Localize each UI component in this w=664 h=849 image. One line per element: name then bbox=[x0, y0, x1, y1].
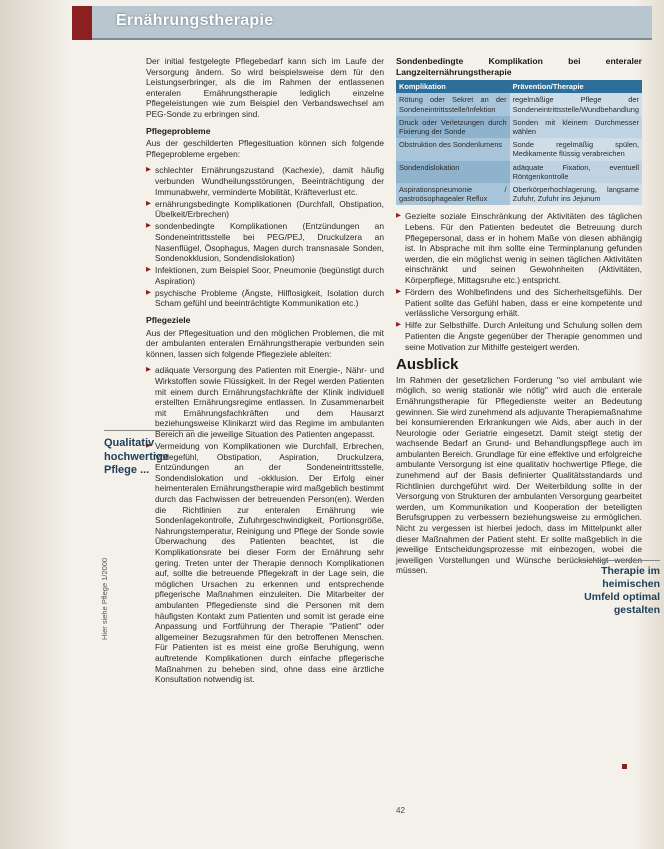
problems-list bbox=[146, 165, 384, 309]
header-accent-bar bbox=[72, 6, 92, 40]
section-heading-ausblick: Ausblick bbox=[396, 356, 459, 374]
list-item: ▶ Gezielte soziale Einschränkung der Aktivitäten des täglichen Lebens. Für den Patienten bedeutet die Betreuung durch Pflegepersonal, dass er in hohem Maße von diesen abhängig ist. In Absprache mit ihm sollte eine Terminplanung gefunden werden, die ein möglichst wenig in seinen täglichen Aktivitäten einschränkt und seinen Gewohnheiten (Aktivitäten, Körperpflege, Mittagsruhe etc.) entspricht. bbox=[396, 211, 642, 285]
list-item: ▶ schlechter Ernährungszustand (Kachexie), damit häufig verbunden Wundheilungsstörungen, Beeinträchtigung der Immunabwehr, verminderte Mobilität, Kräfteverlust etc. bbox=[146, 165, 384, 197]
table-title: Sondenbedingte Komplikation bei enteraler Langzeiternährungstherapie bbox=[396, 56, 642, 77]
table-row bbox=[396, 116, 642, 138]
list-item: ▶ psychische Probleme (Ängste, Hilflosigkeit, Isolation durch Scham gefühl und beeinträchtigte Kommunikation etc.) bbox=[146, 288, 384, 309]
list-item: ▶ Infektionen, zum Beispiel Soor, Pneumonie (begünstigt durch Aspiration) bbox=[146, 265, 384, 286]
right-bullets-list bbox=[396, 211, 642, 352]
table-header-cell: Komplikation bbox=[396, 80, 510, 93]
section-heading-goals: Pflegeziele bbox=[146, 315, 191, 326]
page-header-title: Ernährungstherapie bbox=[116, 12, 274, 29]
list-item: ▶ adäquate Versorgung des Patienten mit Energie-, Nähr- und Wirkstoffen sowie Flüssigkeit. In der Regel werden Patienten mit einem durch Ernährungsfachkräfte der Klinik individuell erstellten Ernährungsregime entlassen. In Zusammenarbeit mit Ernährungsfachkräften und dem Hausarzt beziehungsweise Klinikarzt wird das Regime im ambulanten Bereich an die jeweilige Situation des Patienten angepasst. bbox=[146, 365, 384, 439]
table-cell: Sonden mit kleinem Durchmesser wählen bbox=[510, 116, 642, 138]
right-column bbox=[396, 56, 642, 582]
table-cell: Obstruktion des Sondenlumens bbox=[396, 138, 510, 160]
page-number: 42 bbox=[396, 806, 405, 815]
table-row bbox=[396, 93, 642, 115]
table-cell: adäquate Fixation, eventuell Röntgenkontrolle bbox=[510, 161, 642, 183]
table-cell: Oberkörperhochlagerung, langsame Zufuhr, Zufuhr ins Jejunum bbox=[510, 183, 642, 205]
goals-list bbox=[146, 365, 384, 684]
table-row bbox=[396, 138, 642, 160]
article-end-marker bbox=[622, 764, 627, 769]
pull-quote-right: Therapie im heimischen Umfeld optimal gestalten bbox=[580, 560, 660, 617]
table-cell: Druck oder Verletzungen durch Fixierung der Sonde bbox=[396, 116, 510, 138]
list-item: ▶ Hilfe zur Selbsthilfe. Durch Anleitung und Schulung sollen dem Patienten die Ängste gegenüber der Therapie genommen und seine Motivation zur Mithilfe gesteigert werden. bbox=[396, 320, 642, 352]
list-item: ▶ Vermeidung von Komplikationen wie Durchfall, Erbrechen, Völlegefühl, Obstipation, Aspiration, Druckulzera, Entzündungen an der Sondeneintrittsstelle, Sondendislokation und -okklusion. Der Erfolg einer heimenteralen Ernährungstherapie wird maßgeblich bestimmt durch das Fachwissen der betreuenden Person(en). Werden die Richtlinien zur enteralen Ernährung wie Sondenlagekontrolle, Zufuhrgeschwindigkeit, Portionsgröße, Nahrungstemperatur, Reinigung und Pflege der Sonde sowie Überwachung des Patienten beachtet, ist die Komplikationsrate bei dieser Form der Ernährung sehr gering. Treten unter der Therapie dennoch Komplikationen auf, sollte die betreuende Pflegekraft in der Lage sein, die möglichen Ursachen zu erkennen und entsprechende pflegerische Maßnahmen einzuleiten. Die Mitarbeiter der ambulanten Pflegedienste sind die Personen mit dem häufigsten Kontakt zum Patienten und somit ist gerade eine Anpassung und Fortführung der Therapie "Patient" oder allgemeiner Bezugsrahmen für den betroffenen Menschen. Für Patienten ist es meist eine große Beruhigung, wenn auftretende Komplikationen durch einfache pflegerische Maßnahmen zu beheben sind, ohne dass eine ärztliche Konsultation notwendig ist. bbox=[146, 441, 384, 685]
section-heading-problems: Pflegeprobleme bbox=[146, 125, 211, 136]
table-cell: Sondendislokation bbox=[396, 161, 510, 183]
goals-intro: Aus der Pflegesituation und den möglichen Problemen, die mit der ambulanten enteralen Ernährungstherapie verbunden sein können, lassen sich folgende Pflegeziele ableiten: bbox=[146, 327, 384, 359]
pull-quote-left: Qualitativ hochwertige Pflege ... bbox=[104, 430, 194, 478]
list-item: ▶ sondenbedingte Komplikationen (Entzündungen an Sondeneintrittsstelle bei PEG/PEJ, Druckulzera an Nasenflügel, Ösophagus, Magen durch transnasale Sonden, Sondenokklusion, Sondendislokation) bbox=[146, 221, 384, 263]
table-cell: Rötung oder Sekret an der Sondeneintrittsstelle/Infektion bbox=[396, 93, 510, 115]
table-header-cell: Prävention/Therapie bbox=[510, 80, 642, 93]
intro-paragraph: Der initial festgelegte Pflegebedarf kann sich im Laufe der Versorgung ändern. So wird beispielsweise dem für den Leistungserbringer, als die im Rahmen der entlassenen enteralen Ernährungstherapie lediglich einzelne Pflegeleistungen wie zum Beispiel den Verbandswechsel am PEG-Sonde zu erbringen sind. bbox=[146, 56, 384, 119]
table-row bbox=[396, 183, 642, 205]
table-cell: Aspirationspneumonie / gastroösophagealer Reflux bbox=[396, 183, 510, 205]
margin-reference: Hier siehe Pflege 1/2000 bbox=[100, 557, 109, 640]
table-cell: regelmäßige Pflege der Sondeneintrittsstelle/Wundbehandlung bbox=[510, 93, 642, 115]
list-item: ▶ Fördern des Wohlbefindens und des Sicherheitsgefühls. Der Patient sollte das Gefühl haben, dass er eine kompetente und verlässliche Versorgung erhält. bbox=[396, 287, 642, 319]
table-row bbox=[396, 161, 642, 183]
page-gutter-shadow bbox=[0, 0, 70, 849]
ausblick-paragraph: Im Rahmen der gesetzlichen Forderung "so viel ambulant wie möglich, so wenig stationär wie nötig" wird auch die enterale Ernährungstherapie für Pflegedienste weiter an Bedeutung gewinnen. Sie wird zunehmend als adjuvante Therapiemaßnahme bei konsumierenden Erkrankungen wie Aids, aber auch in der Neurologie oder Geriatrie eingesetzt. Damit steigt stetig der wachsende Bedarf an Grund- und Behandlungspflege auch im ambulanten Bereich. Grundlage für eine effektive und erfolgreiche ambulante Versorgung ist eine qualitativ hochwertige Pflege, die zunehmend auf der Basis definierter Qualitätsstandards und Richtlinien durchgeführt wird. Der Weiterbildung sollte in der Versorgung von Strukturen der ambulanten Versorgung gearbeitet werden, um Kommunikation und Kooperation der beteiligten Berufsgruppen zu verbessern beziehungsweise zu ermöglichen. Nicht zu vergessen ist hierbei jedoch, dass im Mittelpunkt aller dieser Maßnahmen der Patient steht. Er sollte maßgeblich in die jeweilige Entscheidungsprozesse mit einbezogen, wobei die jeweiligen Vorstellungen und Wünsche berücksichtigt werden müssen. bbox=[396, 374, 642, 576]
complications-table bbox=[396, 80, 642, 205]
list-item: ▶ ernährungsbedingte Komplikationen (Durchfall, Obstipation, Übelkeit/Erbrechen) bbox=[146, 199, 384, 220]
table-cell: Sonde regelmäßig spülen, Medikamente flüssig verabreichen bbox=[510, 138, 642, 160]
problems-intro: Aus der geschilderten Pflegesituation können sich folgende Pflegeprobleme ergeben: bbox=[146, 138, 384, 159]
left-column bbox=[146, 56, 384, 686]
